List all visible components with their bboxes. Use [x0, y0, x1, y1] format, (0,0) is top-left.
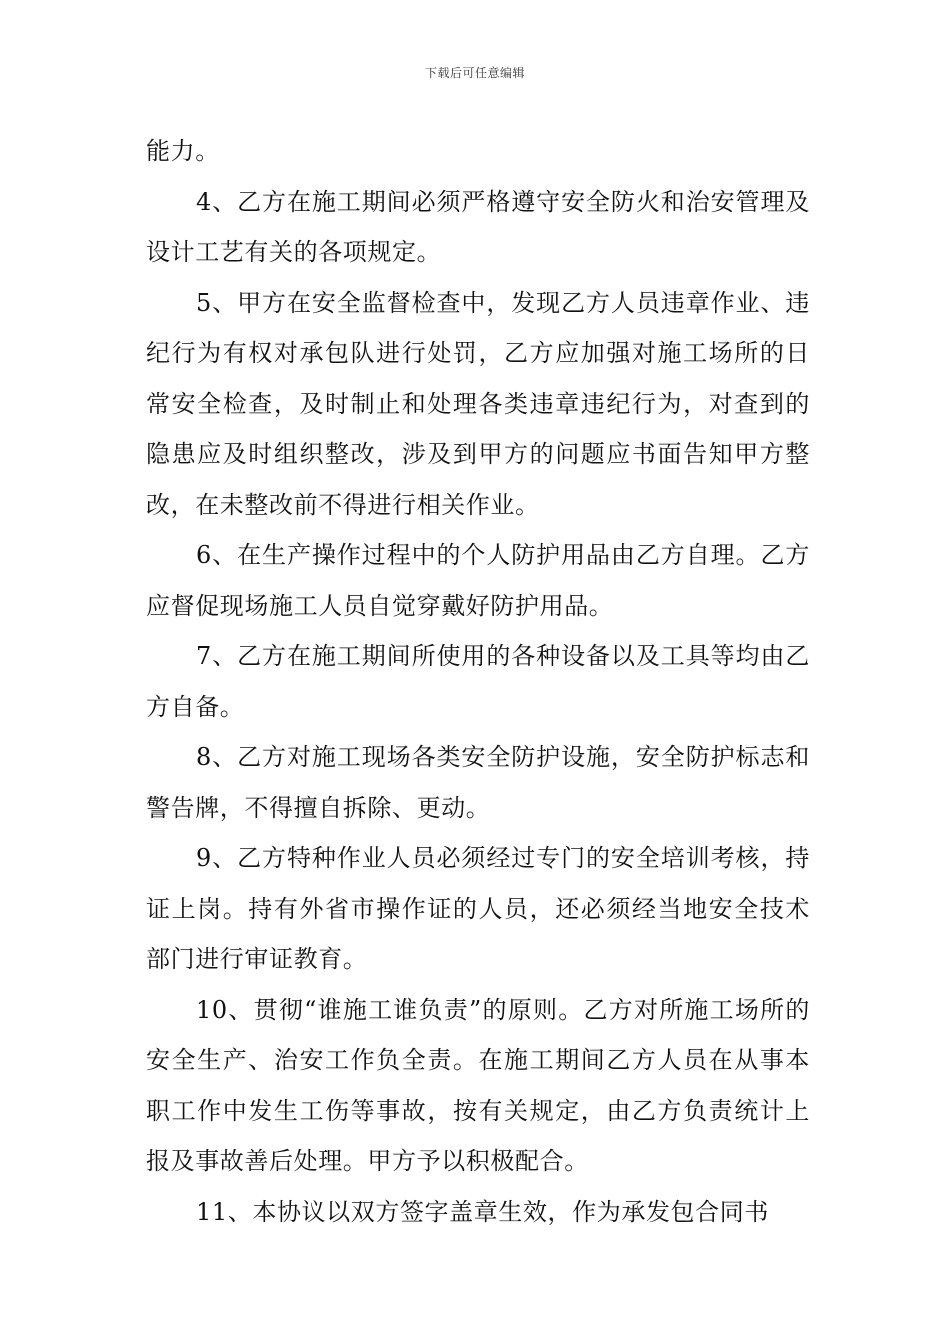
paragraph-clause-4: 4、乙方在施工期间必须严格遵守安全防火和治安管理及设计工艺有关的各项规定。 — [146, 187, 810, 266]
paragraph-continuation: 能力。 — [146, 137, 220, 165]
paragraph-clause-6: 6、在生产操作过程中的个人防护用品由乙方自理。乙方应督促现场施工人员自觉穿戴好防护用品。 — [146, 541, 810, 620]
document-body — [146, 126, 810, 1237]
paragraph-clause-10: 10、贯彻“谁施工谁负责”的原则。乙方对所施工场所的安全生产、治安工作负全责。在施工期间乙方人员在从事本职工作中发生工伤等事故，按有关规定，由乙方负责统计上报及事故善后处理。甲方予以积极配合。 — [146, 995, 810, 1175]
paragraph-clause-11: 11、本协议以双方签字盖章生效，作为承发包合同书 — [196, 1197, 769, 1226]
page-header: 下载后可任意编辑 — [424, 66, 525, 80]
paragraph-clause-7: 7、乙方在施工期间所使用的各种设备以及工具等均由乙方自备。 — [146, 642, 810, 721]
paragraph-clause-5: 5、甲方在安全监督检查中，发现乙方人员违章作业、违纪行为有权对承包队进行处罚，乙方应加强对施工场所的日常安全检查，及时制止和处理各类违章违纪行为，对查到的隐患应及时组织整改，涉及到甲方的问题应书面告知甲方整改，在未整改前不得进行相关作业。 — [146, 288, 810, 519]
paragraph-clause-8: 8、乙方对施工现场各类安全防护设施，安全防护标志和警告牌，不得擅自拆除、更动。 — [146, 743, 810, 822]
paragraph-clause-9: 9、乙方特种作业人员必须经过专门的安全培训考核，持证上岗。持有外省市操作证的人员，还必须经当地安全技术部门进行审证教育。 — [146, 844, 810, 973]
